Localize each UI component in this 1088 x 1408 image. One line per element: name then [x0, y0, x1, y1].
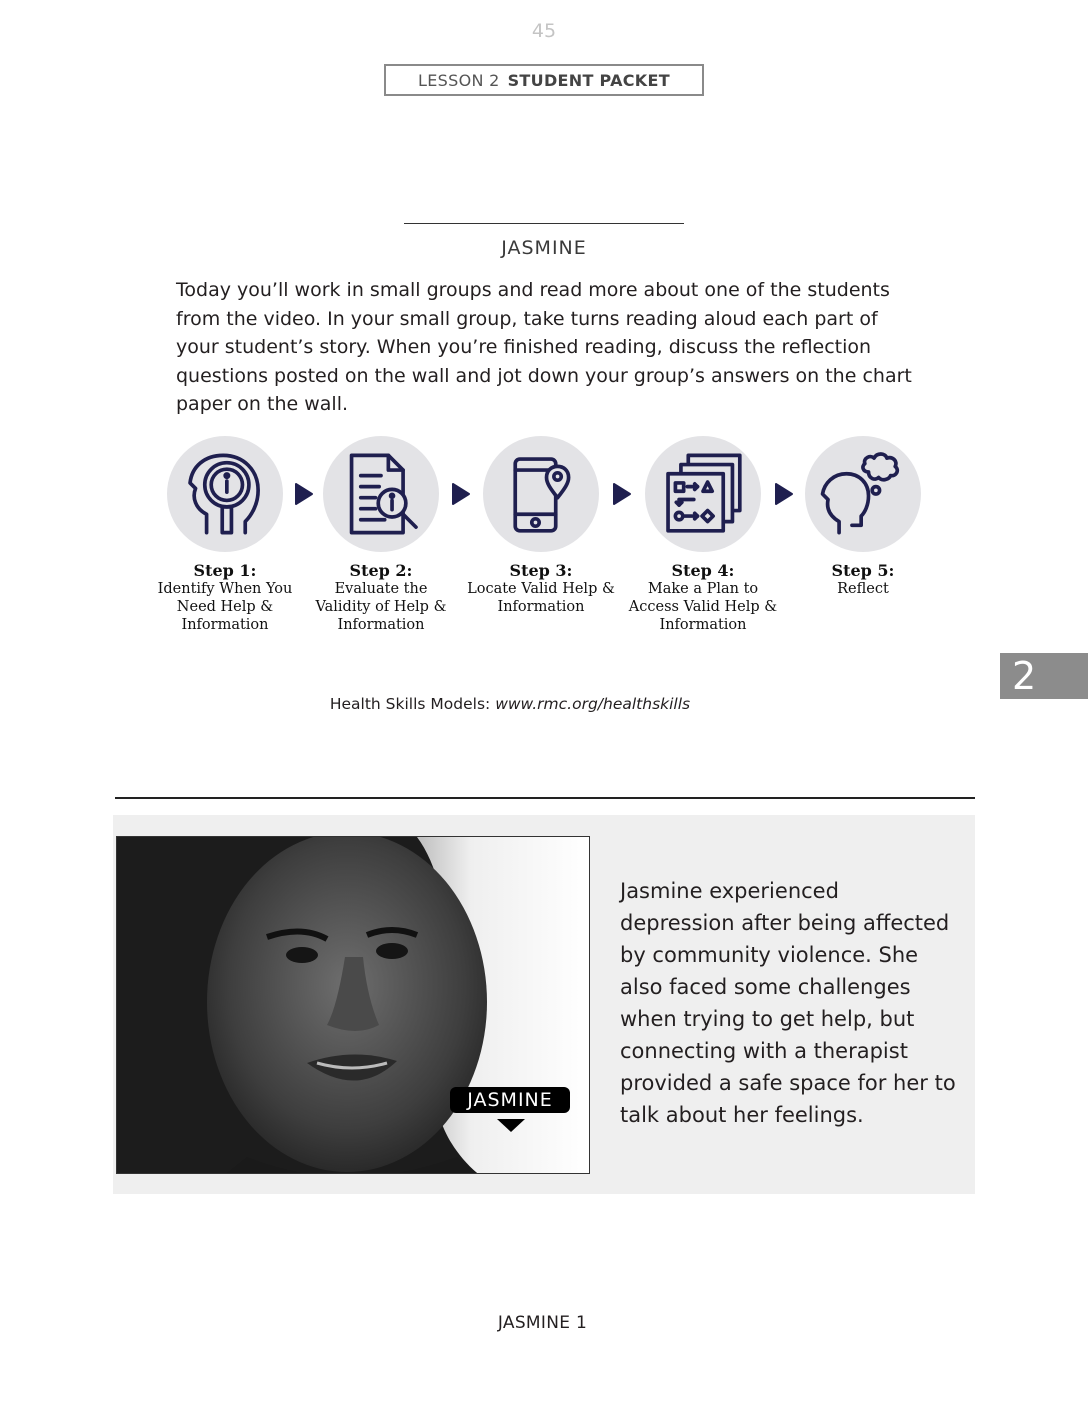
step-text: Evaluate the Validity of Help & Information — [315, 581, 447, 633]
step-1 — [150, 436, 300, 634]
step-text: Make a Plan to Access Valid Help & Information — [628, 581, 778, 633]
phone-location-icon — [483, 436, 599, 552]
step-text: Reflect — [837, 581, 889, 597]
step-title: Step 3: — [509, 561, 573, 580]
step-2 — [306, 436, 456, 634]
step-title: Step 5: — [831, 561, 895, 580]
packet-label: STUDENT PACKET — [507, 70, 670, 90]
step-title: Step 1: — [193, 561, 257, 580]
section-divider — [115, 797, 975, 799]
chapter-tab: 2 — [1000, 653, 1088, 699]
student-photo — [116, 836, 590, 1174]
step-4 — [628, 436, 778, 634]
head-thought-icon — [805, 436, 921, 552]
plan-cards-icon — [645, 436, 761, 552]
story-title: JASMINE — [501, 237, 587, 259]
source-label: Health Skills Models: — [329, 695, 491, 713]
name-tag: JASMINE — [450, 1087, 570, 1113]
intro-paragraph: Today you’ll work in small groups and read more about one of the students from the video. In your small group, take turns reading aloud each part of your student’s story. When you’re finished reading, discuss the reflection questions posted on the wall and jot down your group’s answers on the chart paper on the wall. — [176, 279, 912, 415]
page-number: 45 — [531, 20, 557, 42]
step-title: Step 2: — [349, 561, 413, 580]
lesson-header — [384, 64, 704, 96]
title-divider — [404, 223, 684, 224]
page-footer: JASMINE 1 — [497, 1313, 588, 1333]
step-5 — [788, 436, 938, 598]
step-title: Step 4: — [671, 561, 735, 580]
name-tag-pointer — [497, 1119, 525, 1132]
step-text: Locate Valid Help & Information — [467, 581, 615, 615]
source-link[interactable]: www.rmc.org/healthskills — [495, 695, 691, 713]
head-info-icon — [167, 436, 283, 552]
health-skills-steps — [150, 436, 940, 666]
lesson-label: LESSON 2 — [418, 70, 500, 90]
source-credit — [0, 695, 1020, 713]
step-3 — [466, 436, 616, 616]
document-magnifier-icon — [323, 436, 439, 552]
step-text: Identify When You Need Help & Information — [157, 581, 293, 633]
bio-text: Jasmine experienced depression after being affected by community violence. She also faced some challenges when trying to get help, but connecting with a therapist provided a safe space for her to talk about her feelings. — [620, 879, 956, 1127]
